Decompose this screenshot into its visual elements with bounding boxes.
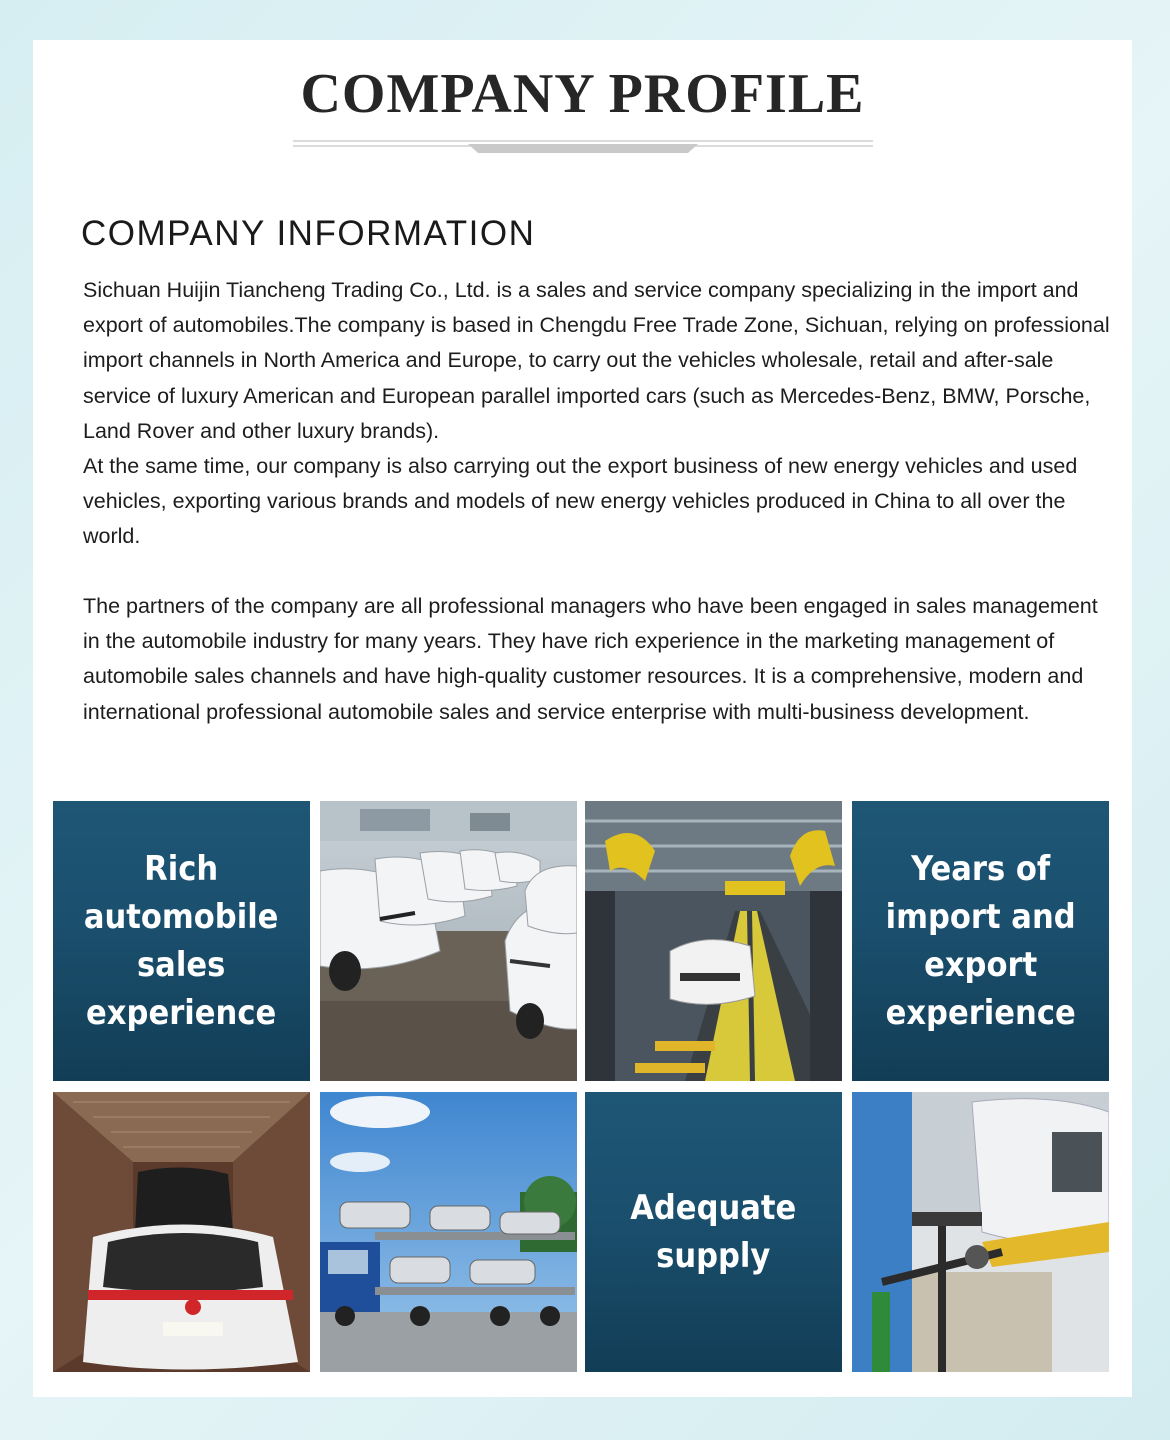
profile-card xyxy=(33,40,1132,1397)
partners-paragraph: The partners of the company are all professional managers who have been engaged in sales management in the automobile industry for many years. They have rich experience in the marketing management of automobile sales channels and have high-quality customer resources. It is a comprehensive, modern and international professional automobile sales and service enterprise with multi-business development. xyxy=(83,594,1098,724)
tile-adequate-supply xyxy=(585,1092,842,1372)
photo-factory-tooling xyxy=(852,1092,1109,1372)
intro-paragraph xyxy=(83,273,1113,555)
photo-container-loading xyxy=(53,1092,310,1372)
section-heading: COMPANY INFORMATION xyxy=(81,214,536,253)
page-title: COMPANY PROFILE xyxy=(300,63,865,125)
photo-assembly-line xyxy=(585,801,842,1081)
export-text: At the same time, our company is also carrying out the export business of new energy vehicles and used vehicles, exporting various brands and models of new energy vehicles produced in China to all over the world. xyxy=(83,454,1078,549)
intro-text: Sichuan Huijin Tiancheng Trading Co., Ltd. is a sales and service company specializing in the import and export of automobiles.The company is based in Chengdu Free Trade Zone, Sichuan, relying on professional import channels in North America and Europe, to carry out the vehicles wholesale, retail and after-sale service of luxury American and European parallel imported cars (such as Mercedes-Benz, BMW, Porsche, Land Rover and other luxury brands). xyxy=(83,278,1110,443)
tile-rich-sales-experience xyxy=(53,801,310,1081)
tile-supply-label: Adequate supply xyxy=(630,1188,797,1276)
tile-rich-sales-label: Rich automobile sales experience xyxy=(84,849,279,1033)
title-divider xyxy=(293,138,873,156)
photo-parked-cars xyxy=(320,801,577,1081)
photo-car-carrier-truck xyxy=(320,1092,577,1372)
tile-import-export-label: Years of import and export experience xyxy=(885,849,1076,1033)
tile-import-export-experience xyxy=(852,801,1109,1081)
